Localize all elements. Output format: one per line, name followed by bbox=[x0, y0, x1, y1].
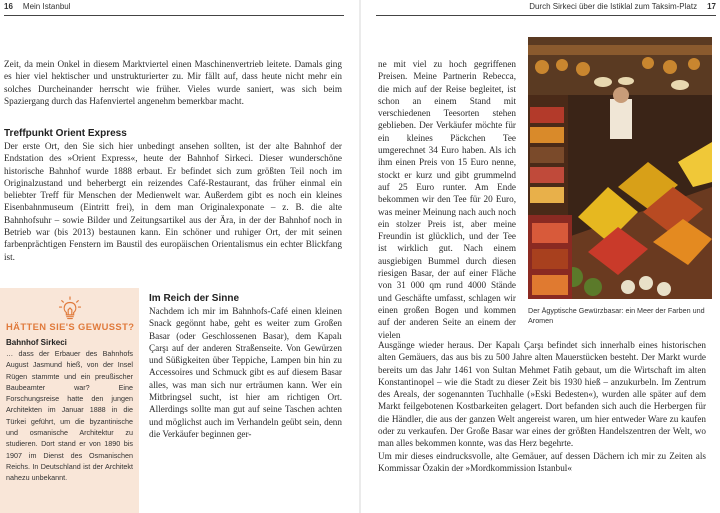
right-running-head bbox=[529, 2, 716, 14]
did-you-know-box bbox=[0, 288, 139, 513]
header-rule-left bbox=[4, 15, 344, 16]
section-paragraph: Der erste Ort, den Sie sich hier unbedingt ansehen sollten, ist der alte Bahnhof der Endstation des »Orient Express«, heute der Bahnhof Sirkeci. Dieser wunderschöne historische Bahnhof wurde 1888 erbaut. Er befindet sich zum größten Teil noch im Originalzustand und beherbergt ein reizendes Café-Restaurant, das früher einmal ein beliebter Treff für Menschen der Medienwelt war. Außerdem gibt es noch ein kleines Eisenbahnmuseum (Eintritt frei), in dem man Originalexponate – z. B. die alte Bahnhofsuhr – sowie Bilder und Zeitungsartikel aus der Ära, in der der Bahnhof noch in Betrieb war (bis 2013) bestaunen kann. Ein schöner und ruhiger Ort, der mit seinen farbenprächtigen Fenstern im Baustil des europäischen Orientalismus ein echter Blickfang ist. bbox=[4, 141, 342, 262]
spice-bazaar-photo bbox=[528, 37, 712, 299]
section-orient-express bbox=[4, 128, 342, 263]
box-text: … dass der Erbauer des Bahnhofs August Jasmund hieß, von der Insel Rügen stammte und ein preußischer Baubeamter war? Eine Forschungsreise hatte den jungen Architekten im Januar 1888 in die Türkei geführt, um die byzantinische und osmanische Architektur zu studieren. Dort stand er von 1890 bis 1907 im Dienst des Osmanischen Reichs. In Deutschland ist der Architekt nahezu unbekannt. bbox=[6, 349, 133, 483]
lightbulb-icon bbox=[59, 296, 81, 320]
running-title-left: Mein Istanbul bbox=[22, 2, 71, 11]
running-title-right: Durch Sirkeci über die Istiklal zum Taksim-Platz bbox=[529, 2, 698, 11]
sinne-paragraph: Nachdem ich mir im Bahnhofs-Café einen kleinen Snack gegönnt habe, geht es weiter zum Großen Basar (oder Geschlossenen Basar), dem Kapalı Çarşı auf der anderen Straßenseite. Von Gewürzen und Süßigkeiten über Teppiche, Lampen bin hin zu Accessoires und Schmuck gibt es auf diesem Basar alles, was man sich nur erträumen kann. Wer ein Mitbringsel sucht, ist hier am richtigen Ort. Allerdings sollte man gut auf seine Taschen achten und möglichst auch im Verhandeln geübt sein, denn die Verkäufer beginnen ger- bbox=[149, 306, 342, 439]
left-running-head bbox=[4, 2, 71, 14]
box-subtitle: Bahnhof Sirkeci bbox=[6, 338, 67, 347]
right-page bbox=[360, 0, 720, 513]
column-paragraph: ne mit viel zu hoch gegriffenen Preisen. Meine Partnerin Rebecca, die mich auf der Reise begleitet, ist schon an einem Stand mit verschiedenen Teesorten stehen geblieben. Der Verkäufer möchte für ein kleines Päckchen Tee umgerechnet 34 Euro haben. Als ich ihm einen Preis von 15 Euro nenne, stockt er kurz und gibt grummelnd auf 25 Euro runter. Am Ende bekommen wir den Tee für 20 Euro, was meiner Meinung nach auch noch ein stolzer Preis ist, aber meine Freundin ist glücklich, und der Tee ist wirklich gut. Nach einem ausgiebigen Bummel durch diesen riesigen Basar, der auf einer Fläche von 31 000 qm rund 4000 Stände und Geschäfte umfasst, schlagen wir einen großen Bogen und kommen auf der anderen Seite an einem der vielen bbox=[378, 59, 516, 340]
page-number-left: 16 bbox=[4, 2, 13, 11]
section-heading: Treffpunkt Orient Express bbox=[4, 128, 127, 139]
page-number-right: 17 bbox=[707, 2, 716, 11]
sinne-heading: Im Reich der Sinne bbox=[149, 293, 240, 304]
full-width-paragraph: Ausgänge wieder heraus. Der Kapalı Çarşı befindet sich innerhalb eines historischen alten Gemäuers, das aus bis zu 500 Jahre alten Mauerstücken besteht. Der Markt wurde bereits um das Jahr 1461 von Sultan Mehmet Fatih gebaut, um die Wirtschaft im alten Konstantinopel – wie die Stadt zu dieser Zeit bis 1930 hieß – anzukurbeln. Im Zentrum des Areals, der sogenannten Tuchhalle (»Eski Bedesten«), wurden alle später auf dem Markt feilgebotenen Kostbarkeiten gelagert. Dort befanden sich auch die Herbergen für die Händler, die aus der ganzen Welt angereist waren, um hier entweder Ware zu kaufen oder zu verkaufen. Der Große Basar war eines der größten Handelszentren der Welt, wo man alles bekommen konnte, was das Herz begehrte. Um mir dieses eindrucksvolle, alte Gemäuer, auf dessen Dächern ich mir zu Zeiten als Kommissar Özakin der »Mordkommission Istanbul« bbox=[378, 340, 706, 473]
intro-paragraph: Zeit, da mein Onkel in diesem Marktviertel einen Maschinenvertrieb leitete. Damals ging es hier viel hektischer und unstrukturierter zu. Mir fällt auf, dass heute nicht mehr ein solches Durcheinander herrscht wie früher. Vieles wurde saniert, was sich beim Spaziergang durch das Hafenviertel angenehm bemerkbar macht. bbox=[4, 59, 342, 106]
header-rule-right bbox=[376, 15, 716, 16]
box-title: HÄTTEN SIE'S GEWUSST? bbox=[6, 321, 135, 332]
section-im-reich-der-sinne bbox=[149, 293, 342, 440]
photo-caption: Der Ägyptische Gewürzbasar: ein Meer der Farben und Aromen bbox=[528, 306, 705, 325]
